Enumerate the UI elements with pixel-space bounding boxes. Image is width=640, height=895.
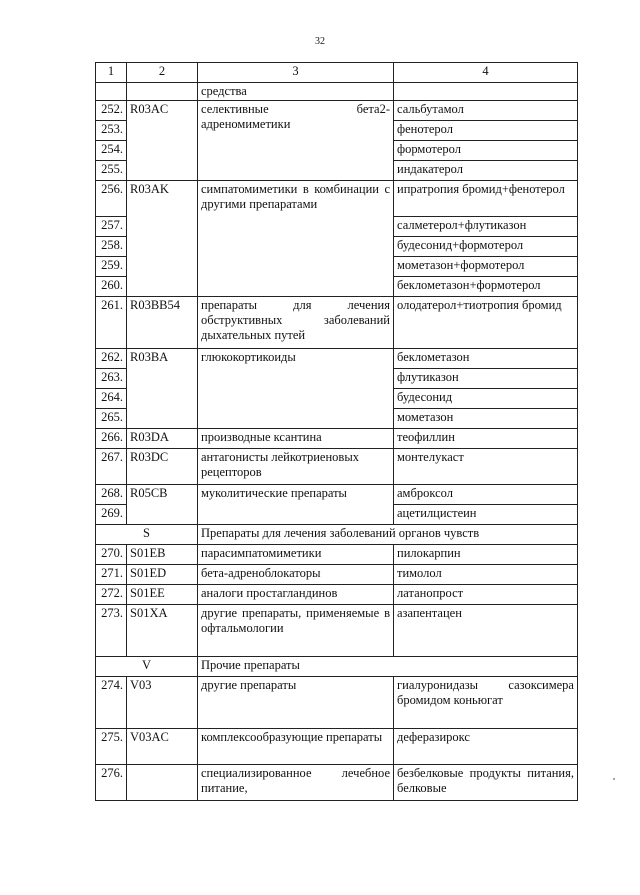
header-col-3: 3 [198, 63, 394, 83]
section-row [96, 657, 578, 677]
atc-code: S01EB [127, 545, 198, 565]
table-row [96, 545, 578, 565]
drug-name: гиалуронидазы сазоксимера бромидом коньюгат [394, 677, 578, 729]
table-row [96, 485, 578, 505]
section-letter: S [96, 525, 198, 545]
page-number: 32 [315, 36, 325, 47]
group-name: симпатомиметики в комбинации с другими препаратами [198, 181, 394, 297]
table-row [96, 349, 578, 369]
drug-name: азапентацен [394, 605, 578, 657]
drug-name: мометазон [394, 409, 578, 429]
drug-name: латанопрост [394, 585, 578, 605]
drug-list-table [95, 62, 578, 801]
row-number: 253. [96, 121, 127, 141]
row-number: 275. [96, 729, 127, 765]
group-name: другие препараты, применяемые в офтальмологии [198, 605, 394, 657]
atc-code: R03DC [127, 449, 198, 485]
drug-name: олодатерол+тиотропия бромид [394, 297, 578, 349]
atc-code: S01ED [127, 565, 198, 585]
drug-name: безбелковые продукты питания, белковые [394, 765, 578, 801]
row-number: 262. [96, 349, 127, 369]
row-number: 263. [96, 369, 127, 389]
atc-code: S01XA [127, 605, 198, 657]
table-row [96, 297, 578, 349]
group-name: антагонисты лейкотриеновых рецепторов [198, 449, 394, 485]
row-number: 267. [96, 449, 127, 485]
row-number: 264. [96, 389, 127, 409]
atc-code: S01EE [127, 585, 198, 605]
row-number: 265. [96, 409, 127, 429]
group-name: аналоги простагландинов [198, 585, 394, 605]
atc-code: R03AK [127, 181, 198, 297]
table-row [96, 449, 578, 485]
drug-name: будесонид [394, 389, 578, 409]
atc-code: V03AC [127, 729, 198, 765]
drug-name: формотерол [394, 141, 578, 161]
header-col-2: 2 [127, 63, 198, 83]
section-title: Прочие препараты [198, 657, 578, 677]
row-number: 260. [96, 277, 127, 297]
header-col-1: 1 [96, 63, 127, 83]
drug-name: индакатерол [394, 161, 578, 181]
drug-name: деферазирокс [394, 729, 578, 765]
row-number: 271. [96, 565, 127, 585]
atc-code [127, 765, 198, 801]
group-name: глюкокортикоиды [198, 349, 394, 429]
table-row [96, 729, 578, 765]
row-number: 269. [96, 505, 127, 525]
table-row [96, 101, 578, 121]
table-row [96, 765, 578, 801]
table-row [96, 181, 578, 217]
drug-name: сальбутамол [394, 101, 578, 121]
drug-name: будесонид+формотерол [394, 237, 578, 257]
atc-code: R03DA [127, 429, 198, 449]
group-name: бета-адреноблокаторы [198, 565, 394, 585]
table-row [96, 585, 578, 605]
row-number: 261. [96, 297, 127, 349]
drug-name: амброксол [394, 485, 578, 505]
section-row [96, 525, 578, 545]
drug-name: ипратропия бромид+фенотерол [394, 181, 578, 217]
row-number: 274. [96, 677, 127, 729]
row-number: 252. [96, 101, 127, 121]
group-name: средства [198, 83, 394, 101]
table-row [96, 677, 578, 729]
table-row [96, 605, 578, 657]
drug-name: салметерол+флутиказон [394, 217, 578, 237]
atc-code: R03BB54 [127, 297, 198, 349]
row-number: 276. [96, 765, 127, 801]
drug-name: теофиллин [394, 429, 578, 449]
header-col-4: 4 [394, 63, 578, 83]
row-number: 257. [96, 217, 127, 237]
row-number: 256. [96, 181, 127, 217]
drug-name: монтелукаст [394, 449, 578, 485]
group-name: препараты для лечения обструктивных заболеваний дыхательных путей [198, 297, 394, 349]
group-name: селективные бета2-адреномиметики [198, 101, 394, 181]
row-number: 258. [96, 237, 127, 257]
row-number: 268. [96, 485, 127, 505]
drug-name: флутиказон [394, 369, 578, 389]
row-number: 266. [96, 429, 127, 449]
row-number: 255. [96, 161, 127, 181]
drug-name: фенотерол [394, 121, 578, 141]
row-number: 272. [96, 585, 127, 605]
drug-name: ацетилцистеин [394, 505, 578, 525]
drug-name: мометазон+формотерол [394, 257, 578, 277]
drug-name: беклометазон+формотерол [394, 277, 578, 297]
drug-name: пилокарпин [394, 545, 578, 565]
group-name: парасимпатомиметики [198, 545, 394, 565]
table-row [96, 429, 578, 449]
atc-code: R03BA [127, 349, 198, 429]
atc-code: R03AC [127, 101, 198, 181]
group-name: комплексообразующие препараты [198, 729, 394, 765]
row-number: 270. [96, 545, 127, 565]
table-row [96, 83, 578, 101]
group-name: другие препараты [198, 677, 394, 729]
section-title: Препараты для лечения заболеваний органов чувств [198, 525, 578, 545]
table-row [96, 565, 578, 585]
group-name: специализированное лечебное питание, [198, 765, 394, 801]
drug-name: тимолол [394, 565, 578, 585]
group-name: муколитические препараты [198, 485, 394, 525]
atc-code: V03 [127, 677, 198, 729]
atc-code: R05CB [127, 485, 198, 525]
group-name: производные ксантина [198, 429, 394, 449]
drug-name: беклометазон [394, 349, 578, 369]
row-number: 254. [96, 141, 127, 161]
row-number: 259. [96, 257, 127, 277]
section-letter: V [96, 657, 198, 677]
header-row [96, 63, 578, 83]
scan-speck [613, 778, 615, 780]
row-number: 273. [96, 605, 127, 657]
